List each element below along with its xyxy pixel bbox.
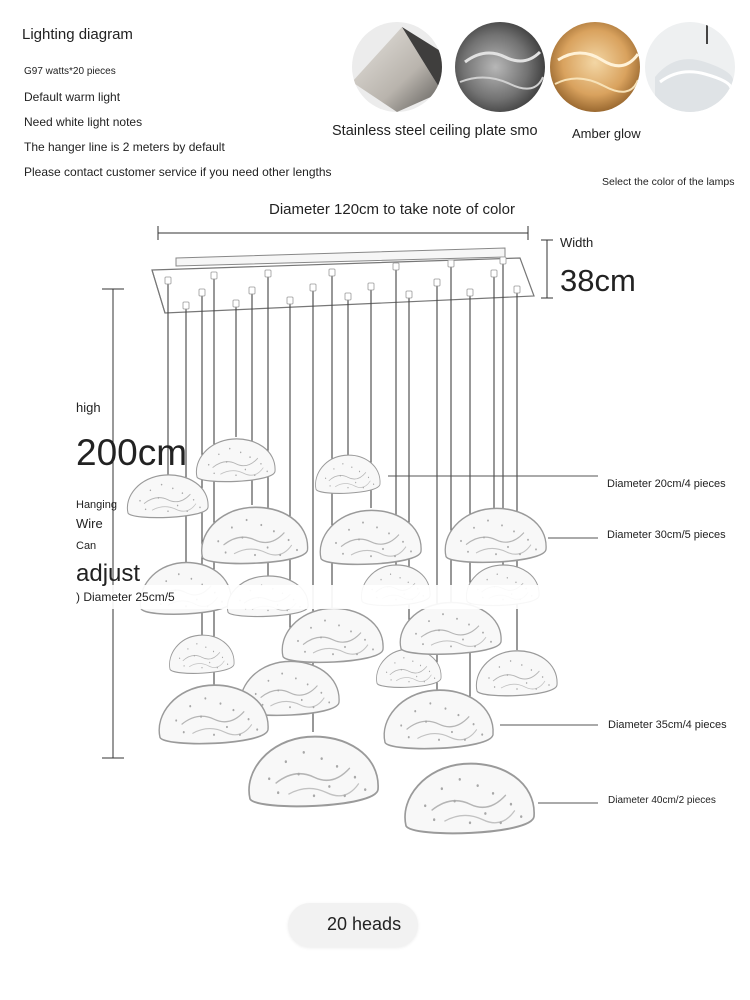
pendants-40cm: [249, 737, 534, 834]
label-diameter-40: Diameter 40cm/2 pieces: [608, 795, 716, 806]
height-label: high: [76, 400, 101, 415]
label-diameter-30: Diameter 30cm/5 pieces: [607, 529, 726, 541]
hanging-label: Hanging: [76, 499, 117, 511]
height-value: 200cm: [76, 432, 188, 473]
heads-count: 20 heads: [327, 914, 402, 934]
note-contact: Please contact customer service if you need other lengths: [24, 165, 332, 179]
label-diameter-20: Diameter 20cm/4 pieces: [607, 478, 726, 490]
width-value: 38cm: [560, 263, 636, 298]
adjust-label: adjust: [76, 560, 141, 587]
diameter-25-label: ) Diameter 25cm/5: [76, 590, 175, 604]
note-wattage: G97 watts*20 pieces: [24, 66, 116, 77]
amber-glow-label: Amber glow: [572, 126, 641, 141]
can-label: Can: [76, 540, 97, 552]
select-color-label: Select the color of the lamps: [602, 176, 735, 188]
diameter-title: Diameter 120cm to take note of color: [269, 201, 515, 218]
label-diameter-35: Diameter 35cm/4 pieces: [608, 719, 727, 731]
note-warm-light: Default warm light: [24, 90, 121, 104]
steel-plate-label: Stainless steel ceiling plate smo: [332, 123, 538, 139]
ceiling-plate: [152, 248, 534, 313]
note-white-light: Need white light notes: [24, 115, 143, 129]
diagram-title: Lighting diagram: [22, 26, 133, 43]
note-hanger-line: The hanger line is 2 meters by default: [24, 140, 225, 154]
wire-label: Wire: [76, 516, 103, 531]
width-label: Width: [560, 235, 594, 250]
